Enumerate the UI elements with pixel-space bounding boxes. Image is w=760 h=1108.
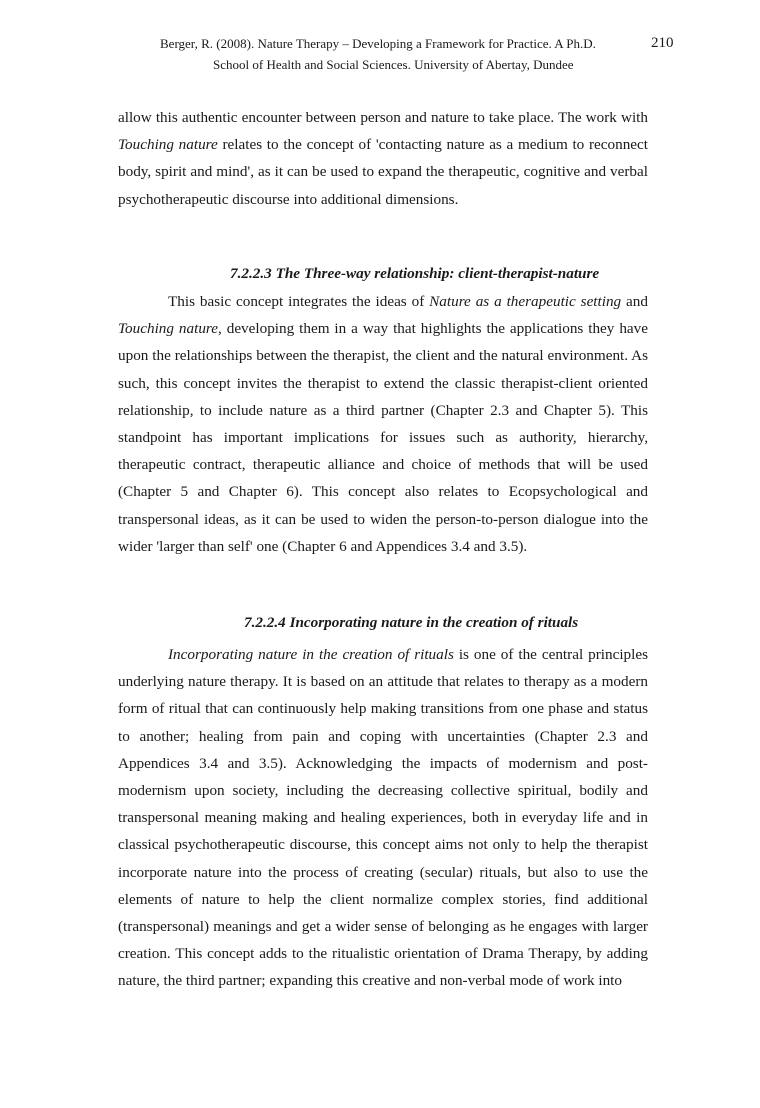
header-institution: School of Health and Social Sciences. University of Abertay, Dundee — [213, 57, 574, 72]
section-7224-paragraph — [118, 641, 648, 995]
section-heading-7223: 7.2.2.3 The Three-way relationship: client-therapist-nature — [230, 265, 600, 282]
intro-text-b: relates to the concept of 'contacting nature as a medium to reconnect body, spirit and mind', as it can be used to expand the therapeutic, cognitive and verbal psychotherapeutic discourse into additional dimensions. — [118, 136, 648, 208]
s7223-emphasis-1: Nature as a therapeutic setting — [429, 293, 622, 310]
s7224-emphasis: Incorporating nature in the creation of rituals — [168, 646, 454, 663]
s7223-text-b: and — [621, 293, 648, 310]
intro-paragraph — [118, 104, 648, 213]
s7224-text-a: is one of the central principles underlying nature therapy. It is based on an attitude that relates to therapy as a modern form of ritual that can continuously help making transitions from one phase and status to another; healing from pain and coping with uncertainties (Chapter 2.3 and Appendices 3.4 and 3.5). Acknowledging the impacts of modernism and post-modernism upon society, including the decreasing collective spiritual, bodily and transpersonal meaning making and healing experiences, both in everyday life and in classical psychotherapeutic discourse, this concept aims not only to help the therapist incorporate nature into the process of creating (secular) rituals, but also to use the elements of nature to help the client normalize complex stories, find additional (transpersonal) meanings and get a wider sense of belonging as he engages with larger creation. This concept adds to the ritualistic orientation of Drama Therapy, by adding nature, the third partner; expanding this creative and non-verbal mode of work into — [118, 646, 649, 990]
section-7223-paragraph — [118, 288, 648, 560]
intro-emphasis: Touching nature — [118, 136, 218, 154]
section-7224-body — [118, 641, 648, 995]
s7223-emphasis-2: Touching nature — [118, 320, 218, 338]
header-citation: Berger, R. (2008). Nature Therapy – Developing a Framework for Practice. A Ph.D. — [160, 36, 596, 51]
page-number: 210 — [651, 35, 674, 51]
s7223-text-c: , developing them in a way that highlights the applications they have upon the relationships between the therapist, the client and the natural environment. As such, this concept invites the therapist to extend the classic therapist-client oriented relationship, to include nature as a third partner (Chapter 2.3 and Chapter 5). This standpoint has important implications for issues such as authority, hierarchy, therapeutic contract, therapeutic alliance and choice of methods that will be used (Chapter 5 and Chapter 6). This concept also relates to Ecopsychological and transpersonal ideas, as it can be used to widen the person-to-person dialogue into the wider 'larger than self' one (Chapter 6 and Appendices 3.4 and 3.5). — [118, 320, 648, 555]
section-heading-7224: 7.2.2.4 Incorporating nature in the creation of rituals — [244, 614, 579, 631]
s7223-text-a: This basic concept integrates the ideas of — [168, 293, 430, 310]
intro-text-a: allow this authentic encounter between person and nature to take place. The work with — [118, 109, 648, 126]
intro-paragraph-block — [118, 104, 648, 213]
section-7223-body — [118, 288, 648, 560]
